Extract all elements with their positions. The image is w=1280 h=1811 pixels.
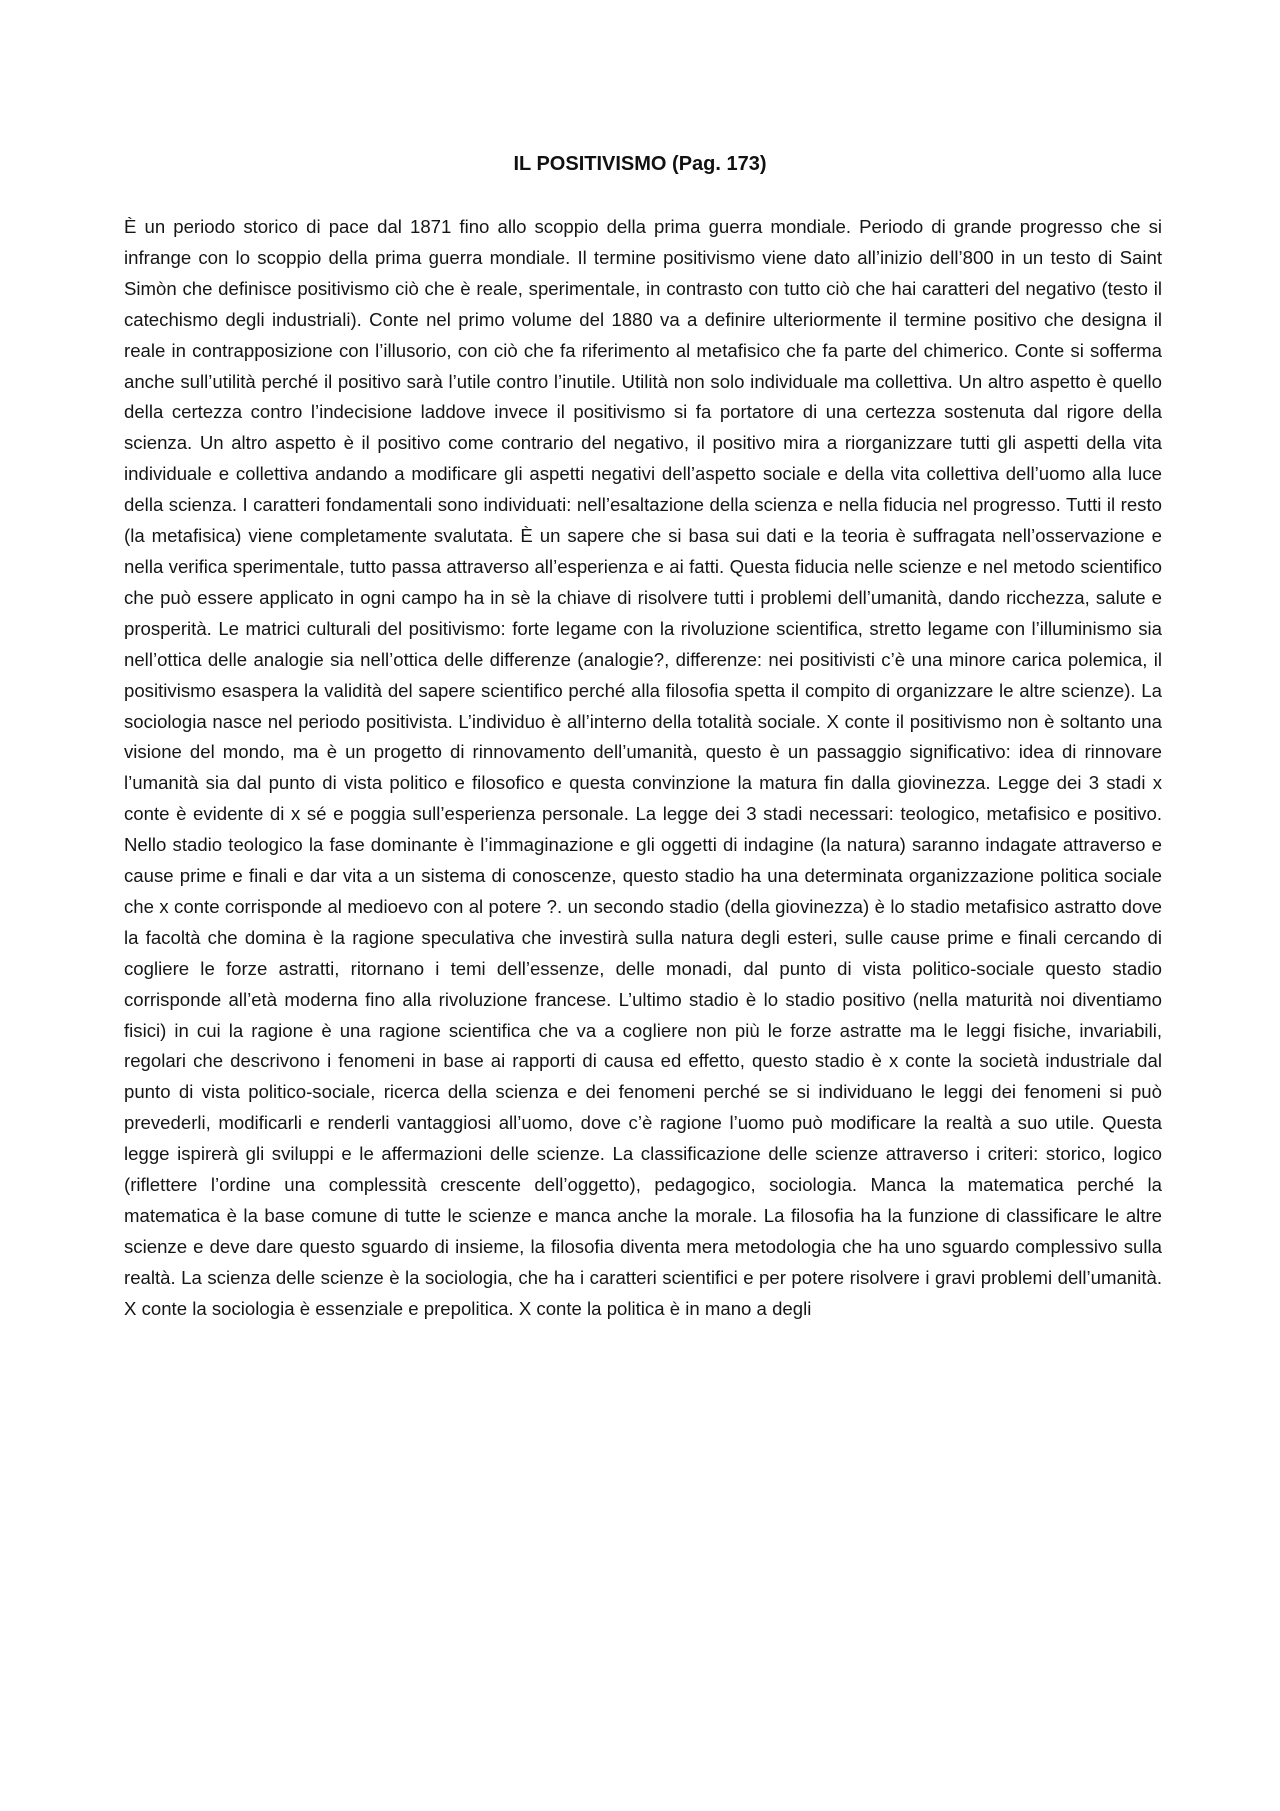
- body-paragraph: È un periodo storico di pace dal 1871 fino allo scoppio della prima guerra mondiale. Periodo di grande progresso che si infrange con lo scoppio della prima guerra mondiale. Il termine positivismo viene dato all’inizio dell’800 in un testo di Saint Simòn che definisce positivismo ciò che è reale, sperimentale, in contrasto con tutto ciò che hai caratteri del negativo (testo il catechismo degli industriali). Conte nel primo volume del 1880 va a definire ulteriormente il termine positivo che designa il reale in contrapposizione con l’illusorio, con ciò che fa riferimento al metafisico che fa parte del chimerico. Conte si sofferma anche sull’utilità perché il positivo sarà l’utile contro l’inutile. Utilità non solo individuale ma collettiva. Un altro aspetto è quello della certezza contro l’indecisione laddove invece il positivismo si fa portatore di una certezza sostenuta dal rigore della scienza. Un altro aspetto è il positivo come contrario del negativo, il positivo mira a riorganizzare tutti gli aspetti della vita individuale e collettiva andando a modificare gli aspetti negativi dell’aspetto sociale e della vita collettiva dell’uomo alla luce della scienza. I caratteri fondamentali sono individuati: nell’esaltazione della scienza e nella fiducia nel progresso. Tutti il resto (la metafisica) viene completamente svalutata. È un sapere che si basa sui dati e la teoria è suffragata nell’osservazione e nella verifica sperimentale, tutto passa attraverso all’esperienza e ai fatti. Questa fiducia nelle scienze e nel metodo scientifico che può essere applicato in ogni campo ha in sè la chiave di risolvere tutti i problemi dell’umanità, dando ricchezza, salute e prosperità. Le matrici culturali del positivismo: forte legame con la rivoluzione scientifica, stretto legame con l’illuminismo sia nell’ottica delle analogie sia nell’ottica delle differenze (analogie?, differenze: nei positivisti c’è una minore carica polemica, il positivismo esaspera la validità del sapere scientifico perché alla filosofia spetta il compito di organizzare le altre scienze). La sociologia nasce nel periodo positivista. L’individuo è all’interno della totalità sociale. X conte il positivismo non è soltanto una visione del mondo, ma è un progetto di rinnovamento dell’umanità, questo è un passaggio significativo: idea di rinnovare l’umanità sia dal punto di vista politico e filosofico e questa convinzione la matura fin dalla giovinezza. Legge dei 3 stadi x conte è evidente di x sé e poggia sull’esperienza personale. La legge dei 3 stadi necessari: teologico, metafisico e positivo. Nello stadio teologico la fase dominante è l’immaginazione e gli oggetti di indagine (la natura) saranno indagate attraverso e cause prime e finali e dar vita a un sistema di conoscenze, questo stadio ha una determinata organizzazione politica sociale che x conte corrisponde al medioevo con al potere ?. un secondo stadio (della giovinezza) è lo stadio metafisico astratto dove la facoltà che domina è la ragione speculativa che investirà sulla natura degli esteri, sulle cause prime e finali cercando di cogliere le forze astratti, ritornano i temi dell’essenze, delle monadi, dal punto di vista politico-sociale questo stadio corrisponde all’età moderna fino alla rivoluzione francese. L’ultimo stadio è lo stadio positivo (nella maturità noi diventiamo fisici) in cui la ragione è una ragione scientifica che va a cogliere non più le forze astratte ma le leggi fisiche, invariabili, regolari che descrivono i fenomeni in base ai rapporti di causa ed effetto, questo stadio è x conte la società industriale dal punto di vista politico-sociale, ricerca della scienza e dei fenomeni perché se si individuano le leggi dei fenomeni si può prevederli, modificarli e renderli vantaggiosi all’uomo, dove c’è ragione l’uomo può modificare la realtà a suo utile. Questa legge ispirerà gli sviluppi e le affermazioni delle scienze. La classificazione delle scienze attraverso i criteri: storico, logico (riflettere l’ordine una complessità crescente dell’oggetto), pedagogico, sociologia. Manca la matematica perché la matematica è la base comune di tutte le scienze e manca anche la morale. La filosofia ha la funzione di classificare le altre scienze e deve dare questo sguardo di insieme, la filosofia diventa mera metodologia che ha uno sguardo complessivo sulla realtà. La scienza delle scienze è la sociologia, che ha i caratteri scientifici e per potere risolvere i gravi problemi dell’umanità. X conte la sociologia è essenziale e prepolitica. X conte la politica è in mano a degli: [124, 216, 1162, 1319]
- page-title: IL POSITIVISMO (Pag. 173): [513, 153, 767, 175]
